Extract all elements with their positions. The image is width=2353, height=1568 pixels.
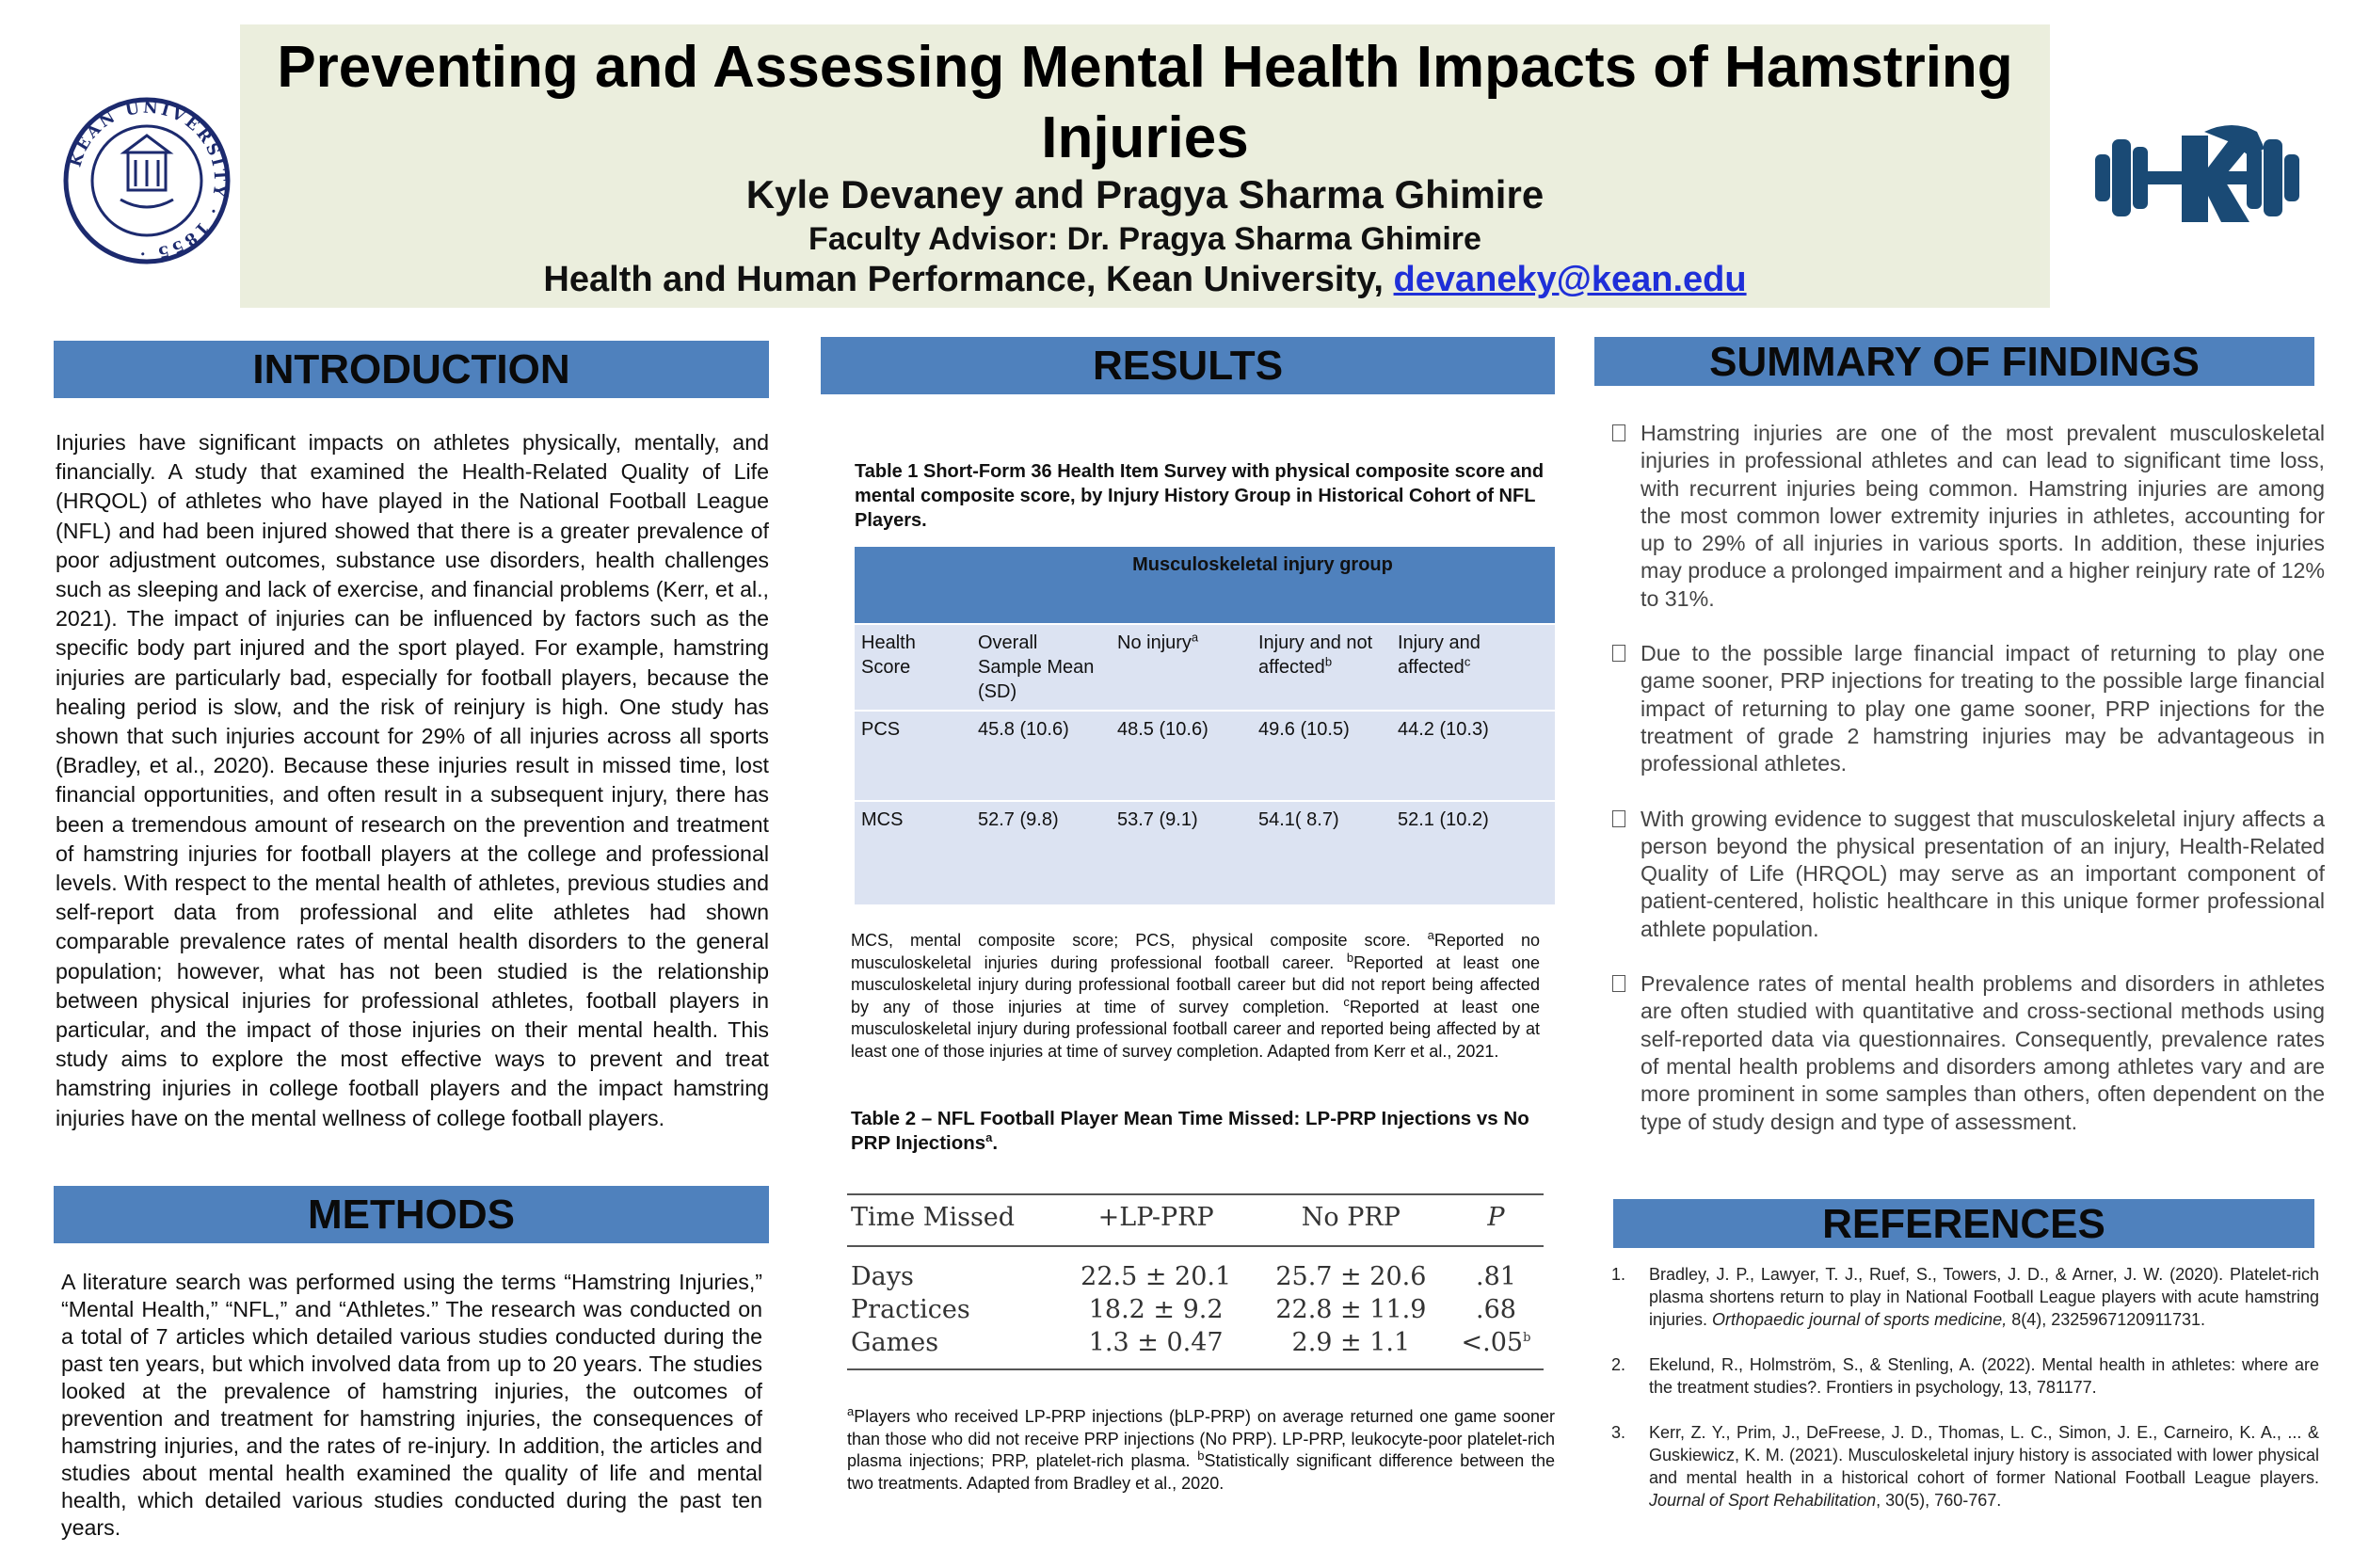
affiliation-text: Health and Human Performance, Kean University,: [543, 260, 1394, 299]
table-row: [847, 1246, 1544, 1293]
introduction-text: Injuries have significant impacts on athletes physically, mentally, and financially. A study that examined the Health-Related Quality of Life (HRQOL) of athletes who have played in the National Football League (NFL) and had been injured showed that there is a greater prevalence of poor adjustment outcomes, substance use disorders, health challenges such as sleeping and lack of exercise, and financial problems (Kerr, et al., 2021). The impact of injuries can be influenced by factors such as the specific body part injured and the sport played. For example, hamstring injuries are particularly bad, especially for football players, because the healing period is slow, and the risk of reinjury is high. One study has shown that such injuries account for 29% of all injuries across all sports (Bradley, et al., 2020). Because these injuries result in missed time, lost financial opportunities, and often result in a subsequent injury, there has been a tremendous amount of research on the prevention and treatment of hamstring injuries for football players at the college and professional levels. With respect to the mental health of athletes, previous studies and self-report data from professional and elite athletes had shown comparable prevalence rates of mental health disorders to the general population; however, what has not been studied is the relationship between physical injuries for professional athletes, football players in particular, and the impact of those injuries on their mental health. This study aims to explore the most effective ways to prevent and treat hamstring injuries in college football players and the impact hamstring injuries have on the mental wellness of college football players.: [56, 430, 769, 1130]
table1-col-notaffected: Injury and not affected$^b$: [1258, 632, 1373, 678]
table2-cell: 22.8 ± 11.9: [1275, 1295, 1427, 1324]
table1-cell: MCS: [861, 809, 904, 830]
bullet-box-icon: [1612, 424, 1625, 441]
table2-footnote: $^a$Players who received LP-PRP injections (þLP-PRP) on average returned one game sooner than those who did not receive PRP injections (No PRP). LP-PRP, leukocyte-poor platelet-rich plasma injections; PRP, platelet-rich plasma. $^b$Statistically significant difference between the two treatments. Adapted from Bradley et al., 2020.: [847, 1404, 1555, 1493]
results-heading: RESULTS: [821, 337, 1555, 394]
table1-cell: 48.5 (10.6): [1117, 719, 1209, 740]
methods-heading: METHODS: [54, 1186, 769, 1243]
table2-cell: <.05$^b$: [1461, 1328, 1531, 1357]
email-link[interactable]: devaneky@kean.edu: [1393, 260, 1747, 299]
kean-cougars-dumbbell-logo: [2091, 119, 2303, 237]
table2-caption: Table 2 – NFL Football Player Mean Time Missed: LP-PRP Injections vs No PRP Injections$^a$.: [851, 1108, 1529, 1154]
reference-item: 3. Kerr, Z. Y., Prim, J., DeFreese, J. D., Thomas, L. C., Simon, J. E., Carneiro, K. A., ... & Guskiewicz, K. M. (2021). Musculoskeletal injury history is associated with lower physical and mental health in a historical cohort of former National Football League players. Journal of Sport Rehabilitation, 30(5), 760-767.: [1611, 1423, 2319, 1510]
reference-item: 1. Bradley, J. P., Lawyer, T. J., Ruef, S., Towers, J. D., & Arner, J. W. (2020). Platelet-rich plasma shortens return to play in National Football League players with acute hamstring injuries. Orthopaedic journal of sports medicine, 8(4), 2325967120911731.: [1611, 1265, 2319, 1329]
table1-col-health: Health Score: [861, 632, 916, 678]
table2-cell: 1.3 ± 0.47: [1088, 1328, 1224, 1357]
references-list: [1611, 1263, 2319, 1534]
list-item: With growing evidence to suggest that musculoskeletal injury affects a person beyond the physical presentation of an injury, Health-Related Quality of Life (HRQOL) may serve as an important component of patient-centered, holistic healthcare in this unique former professional athlete population.: [1612, 806, 2325, 943]
table1-col-noinjury: No injury$^a$: [1117, 630, 1199, 653]
table1-caption: Table 1 Short-Form 36 Health Item Survey with physical composite score and mental composite score, by Injury History Group in Historical Cohort of NFL Players.: [855, 461, 1545, 531]
table1-col-overall: Overall Sample Mean (SD): [978, 632, 1095, 702]
table1-col-affected: Injury and affected$^c$: [1398, 632, 1481, 678]
table2-cell: 18.2 ± 9.2: [1088, 1295, 1224, 1324]
table2-cell: 2.9 ± 1.1: [1291, 1328, 1411, 1357]
table2-header-row: [847, 1194, 1544, 1246]
affiliation: [240, 258, 2050, 301]
table-row: [847, 1293, 1544, 1326]
table1-cell: 49.6 (10.5): [1258, 719, 1350, 740]
list-item: Prevalence rates of mental health problems and disorders in athletes are often studied with quantitative and cross-sectional methods using self-reported data via questionnaires. Consequently, prevalence rates of mental health problems and disorders among athletes vary and are more prominent in some samples than others, often dependent on the type of study design and type of assessment.: [1612, 970, 2325, 1136]
table2-col-lp-prp: +LP-PRP: [1097, 1203, 1214, 1232]
table2-col-p: P: [1487, 1203, 1505, 1232]
table2-cell: 22.5 ± 20.1: [1080, 1262, 1232, 1291]
table-row: [855, 711, 1555, 801]
table1-header-row: [855, 624, 1555, 711]
table1-cell: 54.1( 8.7): [1258, 809, 1339, 830]
table1-cell: 52.1 (10.2): [1398, 809, 1489, 830]
table2-cell: .81: [1476, 1262, 1516, 1291]
table1-cell: 44.2 (10.3): [1398, 719, 1489, 740]
bullet-box-icon: [1612, 645, 1625, 662]
table2-col-no-prp: No PRP: [1301, 1203, 1401, 1232]
faculty-advisor: Faculty Advisor: Dr. Pragya Sharma Ghimire: [808, 221, 1481, 257]
methods-text: A literature search was performed using the terms “Hamstring Injuries,” “Mental Health,” “NFL,” and “Athletes.” The research was conducted on a total of 7 articles which detailed various studies conducted during the past ten years, but which involved data from up to 20 years. The studies looked at the prevalence of hamstring injuries, the outcomes of prevention and treatment for hamstring injuries, the consequences of hamstring injuries, and the rates of re-injury. In addition, the articles and studies about mental health examined the quality of life and mental health, which detailed various studies conducted during the past ten years.: [61, 1270, 762, 1540]
authors: Kyle Devaney and Pragya Sharma Ghimire: [745, 172, 1545, 216]
table1-cell: 53.7 (9.1): [1117, 809, 1198, 830]
table-row: [847, 1326, 1544, 1369]
summary-heading: SUMMARY OF FINDINGS: [1594, 337, 2314, 386]
poster-title: Preventing and Assessing Mental Health Impacts of Hamstring Injuries: [277, 35, 2013, 170]
table2-cell: .68: [1476, 1295, 1516, 1324]
table1-group-header: Musculoskeletal injury group: [855, 547, 1555, 624]
table2-col-time-missed: Time Missed: [851, 1203, 1016, 1232]
seal-text: KEAN UNIVERSITY · 1855 ·: [66, 98, 230, 264]
table2-cell: Games: [851, 1328, 939, 1357]
table1-cell: 45.8 (10.6): [978, 719, 1069, 740]
list-item: Due to the possible large financial impact of returning to play one game sooner, PRP injections for treating to the possible large financial impact of returning to play one game sooner, PRP injections for the treatment of grade 2 hamstring injuries may be advantageous in professional athletes.: [1612, 640, 2325, 777]
list-item: Hamstring injuries are one of the most prevalent musculoskeletal injuries in professional athletes and can lead to significant time loss, with recurrent injuries being common. Hamstring injuries are among the most common lower extremity injuries in athletes, accounting for up to 29% of all injuries in various sports. In addition, these injuries may produce a prolonged impairment and a higher reinjury rate of 12% to 31%.: [1612, 420, 2325, 613]
reference-item: 2. Ekelund, R., Holmström, S., & Stenling, A. (2022). Mental health in athletes: where are the treatment studies?. Frontiers in psychology, 13, 781177.: [1611, 1355, 2319, 1397]
table2-cell: Practices: [851, 1295, 970, 1324]
table2-cell: 25.7 ± 20.6: [1275, 1262, 1427, 1291]
kean-university-seal-logo: [62, 96, 232, 265]
introduction-heading: INTRODUCTION: [54, 341, 769, 398]
bullet-box-icon: [1612, 975, 1625, 992]
table1: [855, 547, 1555, 904]
table1-cell: 52.7 (9.8): [978, 809, 1059, 830]
references-heading: REFERENCES: [1613, 1199, 2314, 1248]
table-row: [855, 801, 1555, 904]
table2-cell: Days: [851, 1262, 914, 1291]
table1-cell: PCS: [861, 719, 901, 740]
table2: [847, 1193, 1544, 1370]
bullet-box-icon: [1612, 810, 1625, 827]
summary-list: [1612, 420, 2325, 1163]
table1-footnote: MCS, mental composite score; PCS, physical composite score. $^a$Reported no musculoskeletal injuries during professional football career. $^b$Reported at least one musculoskeletal injury during professional football career but did not report being affected by any of those injuries at time of survey completion. $^c$Reported at least one musculoskeletal injury during professional football career and reported being affected by at least one of those injuries at time of survey completion. Adapted from Kerr et al., 2021.: [851, 928, 1541, 1061]
